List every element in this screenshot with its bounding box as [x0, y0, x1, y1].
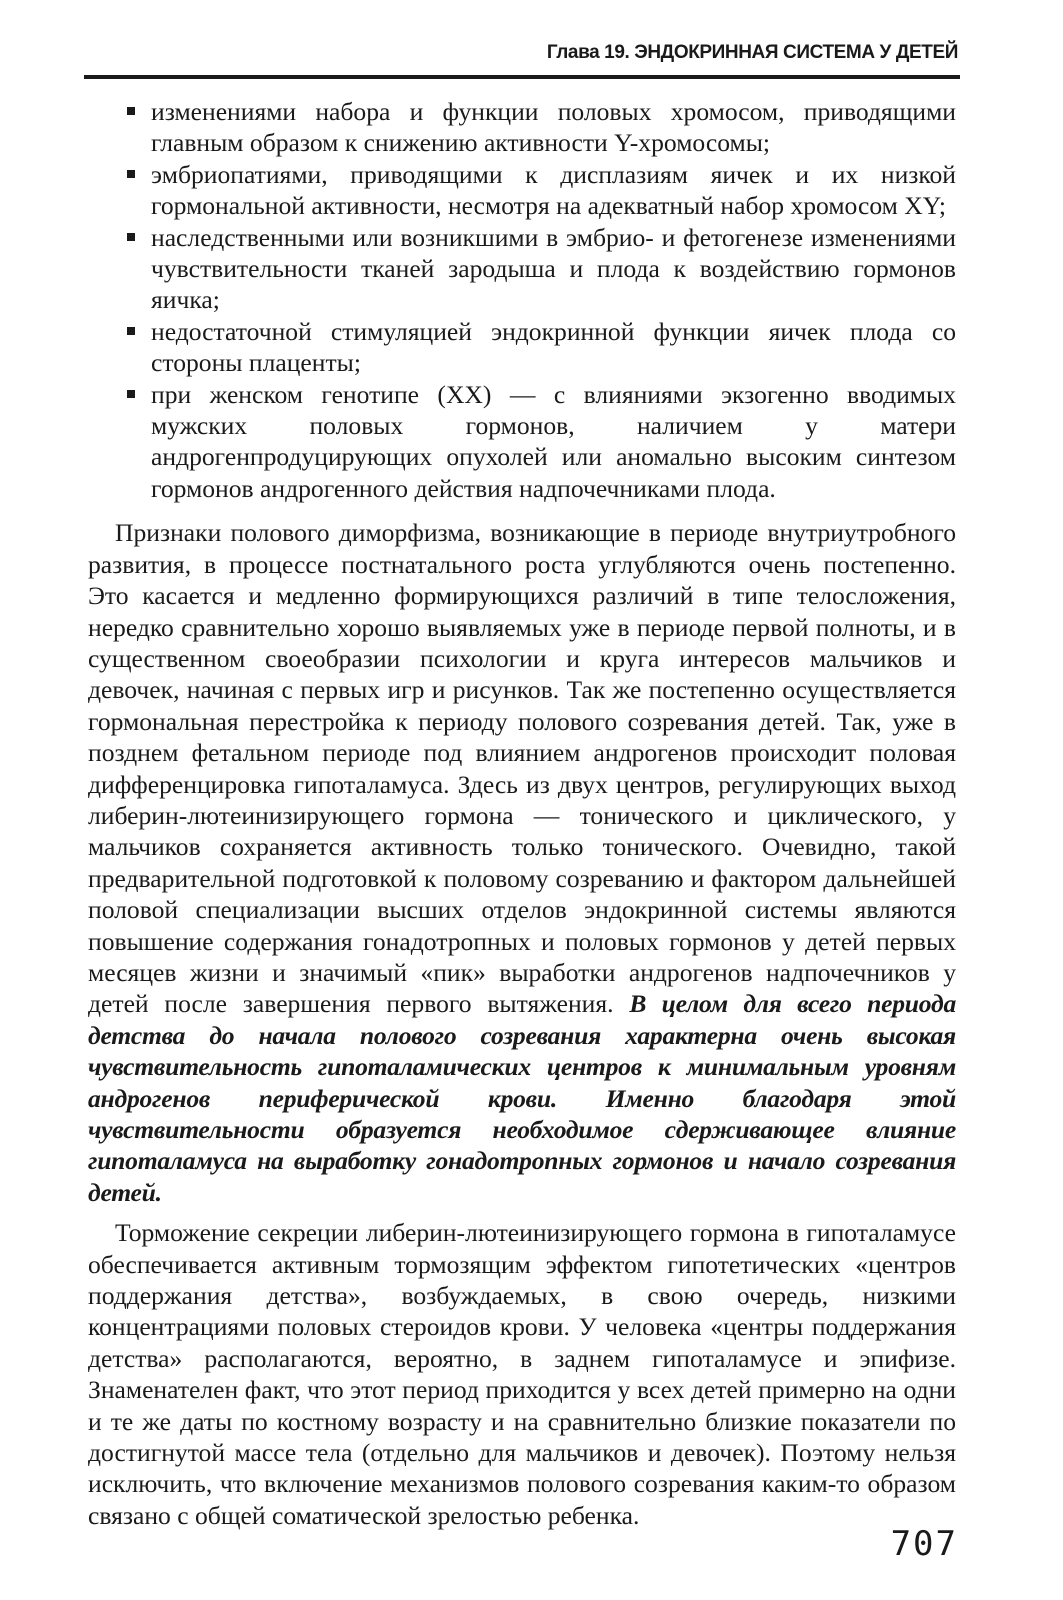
bullet-icon	[127, 107, 135, 115]
list-item-text: эмбриопатиями, приводящими к дисплазиям яичек и их низкой гормональной активности, несмотря на адекватный набор хромосом XY;	[151, 159, 956, 221]
bullet-icon	[127, 327, 135, 335]
paragraph-sexual-dimorphism	[88, 517, 956, 1208]
bullet-list	[88, 96, 956, 504]
list-item-text: при женском генотипе (XX) — с влияниями экзогенно вводимых мужских половых гормонов, наличием у матери андрогенпродуцирующих опухолей или аномально высоким синтезом гормонов андрогенного действия надпочечниками плода.	[151, 379, 956, 503]
list-item-text: недостаточной стимуляцией эндокринной функции яичек плода со стороны плаценты;	[151, 316, 956, 378]
list-item-text: наследственными или возникшими в эмбрио- и фетогенезе изменениями чувствительности тканей зародыша и плода к воздействию гормонов яичка;	[151, 222, 956, 315]
list-item	[88, 159, 956, 222]
page-body	[88, 96, 956, 1531]
bullet-icon	[127, 170, 135, 178]
list-item	[88, 96, 956, 159]
list-item	[88, 379, 956, 505]
page-number: 707	[890, 1524, 958, 1564]
emphasized-text: В целом для всего периода детства до начала полового созревания характерна очень высокая чувствительность гипоталамических центров к минимальным уровням андрогенов периферической крови. Именно благодаря этой чувствительности образуется необходимое сдерживающее влияние гипоталамуса на выработку гонадотропных гормонов и начало созревания детей.	[88, 989, 956, 1207]
list-item	[88, 222, 956, 316]
paragraph-inhibition: Торможение секреции либерин-лютеинизирующего гормона в гипоталамусе обеспечивается активным тормозящим эффектом гипотетических «центров поддержания детства», возбуждаемых, в свою очередь, низкими концентрациями половых стероидов крови. У человека «центры поддержания детства» располагаются, вероятно, в заднем гипоталамусе и эпифизе. Знаменателен факт, что этот период приходится у всех детей примерно на одни и те же даты по костному возрасту и на сравнительно близкие показатели по достигнутой массе тела (отдельно для мальчиков и девочек). Поэтому нельзя исключить, что включение механизмов полового созревания каким-то образом связано с общей соматической зрелостью ребенка.	[88, 1218, 956, 1530]
running-header: Глава 19. ЭНДОКРИННАЯ СИСТЕМА У ДЕТЕЙ	[546, 42, 958, 63]
header-rule	[84, 75, 960, 79]
paragraph-text: Признаки полового диморфизма, возникающие в периоде внутриутробного развития, в процессе постнатального роста углубляются очень постепенно. Это касается и медленно формирующихся различий в типе телосложения, нередко сравнительно хорошо выявляемых уже в периоде первой полноты, и в существенном своеобразии психологии и круга интересов мальчиков и девочек, начиная с первых игр и рисунков. Так же постепенно осуществляется гормональная перестройка к периоду полового созревания детей. Так, уже в позднем фетальном периоде под влиянием андрогенов происходит половая дифференцировка гипоталамуса. Здесь из двух центров, регулирующих выход либерин-лютеинизирующего гормона — тонического и циклического, у мальчиков сохраняется активность только тонического. Очевидно, такой предварительной подготовкой к половому созреванию и фактором дальнейшей половой специализации высших отделов эндокринной системы являются повышение содержания гонадотропных и половых гормонов у детей первых месяцев жизни и значимый «пик» выработки андрогенов надпочечников у детей после завершения первого вытяжения.	[88, 518, 956, 1019]
bullet-icon	[127, 233, 135, 241]
list-item-text: изменениями набора и функции половых хромосом, приводящими главным образом к снижению активности Y-хромосомы;	[151, 97, 956, 158]
bullet-icon	[127, 390, 135, 398]
list-item	[88, 316, 956, 379]
